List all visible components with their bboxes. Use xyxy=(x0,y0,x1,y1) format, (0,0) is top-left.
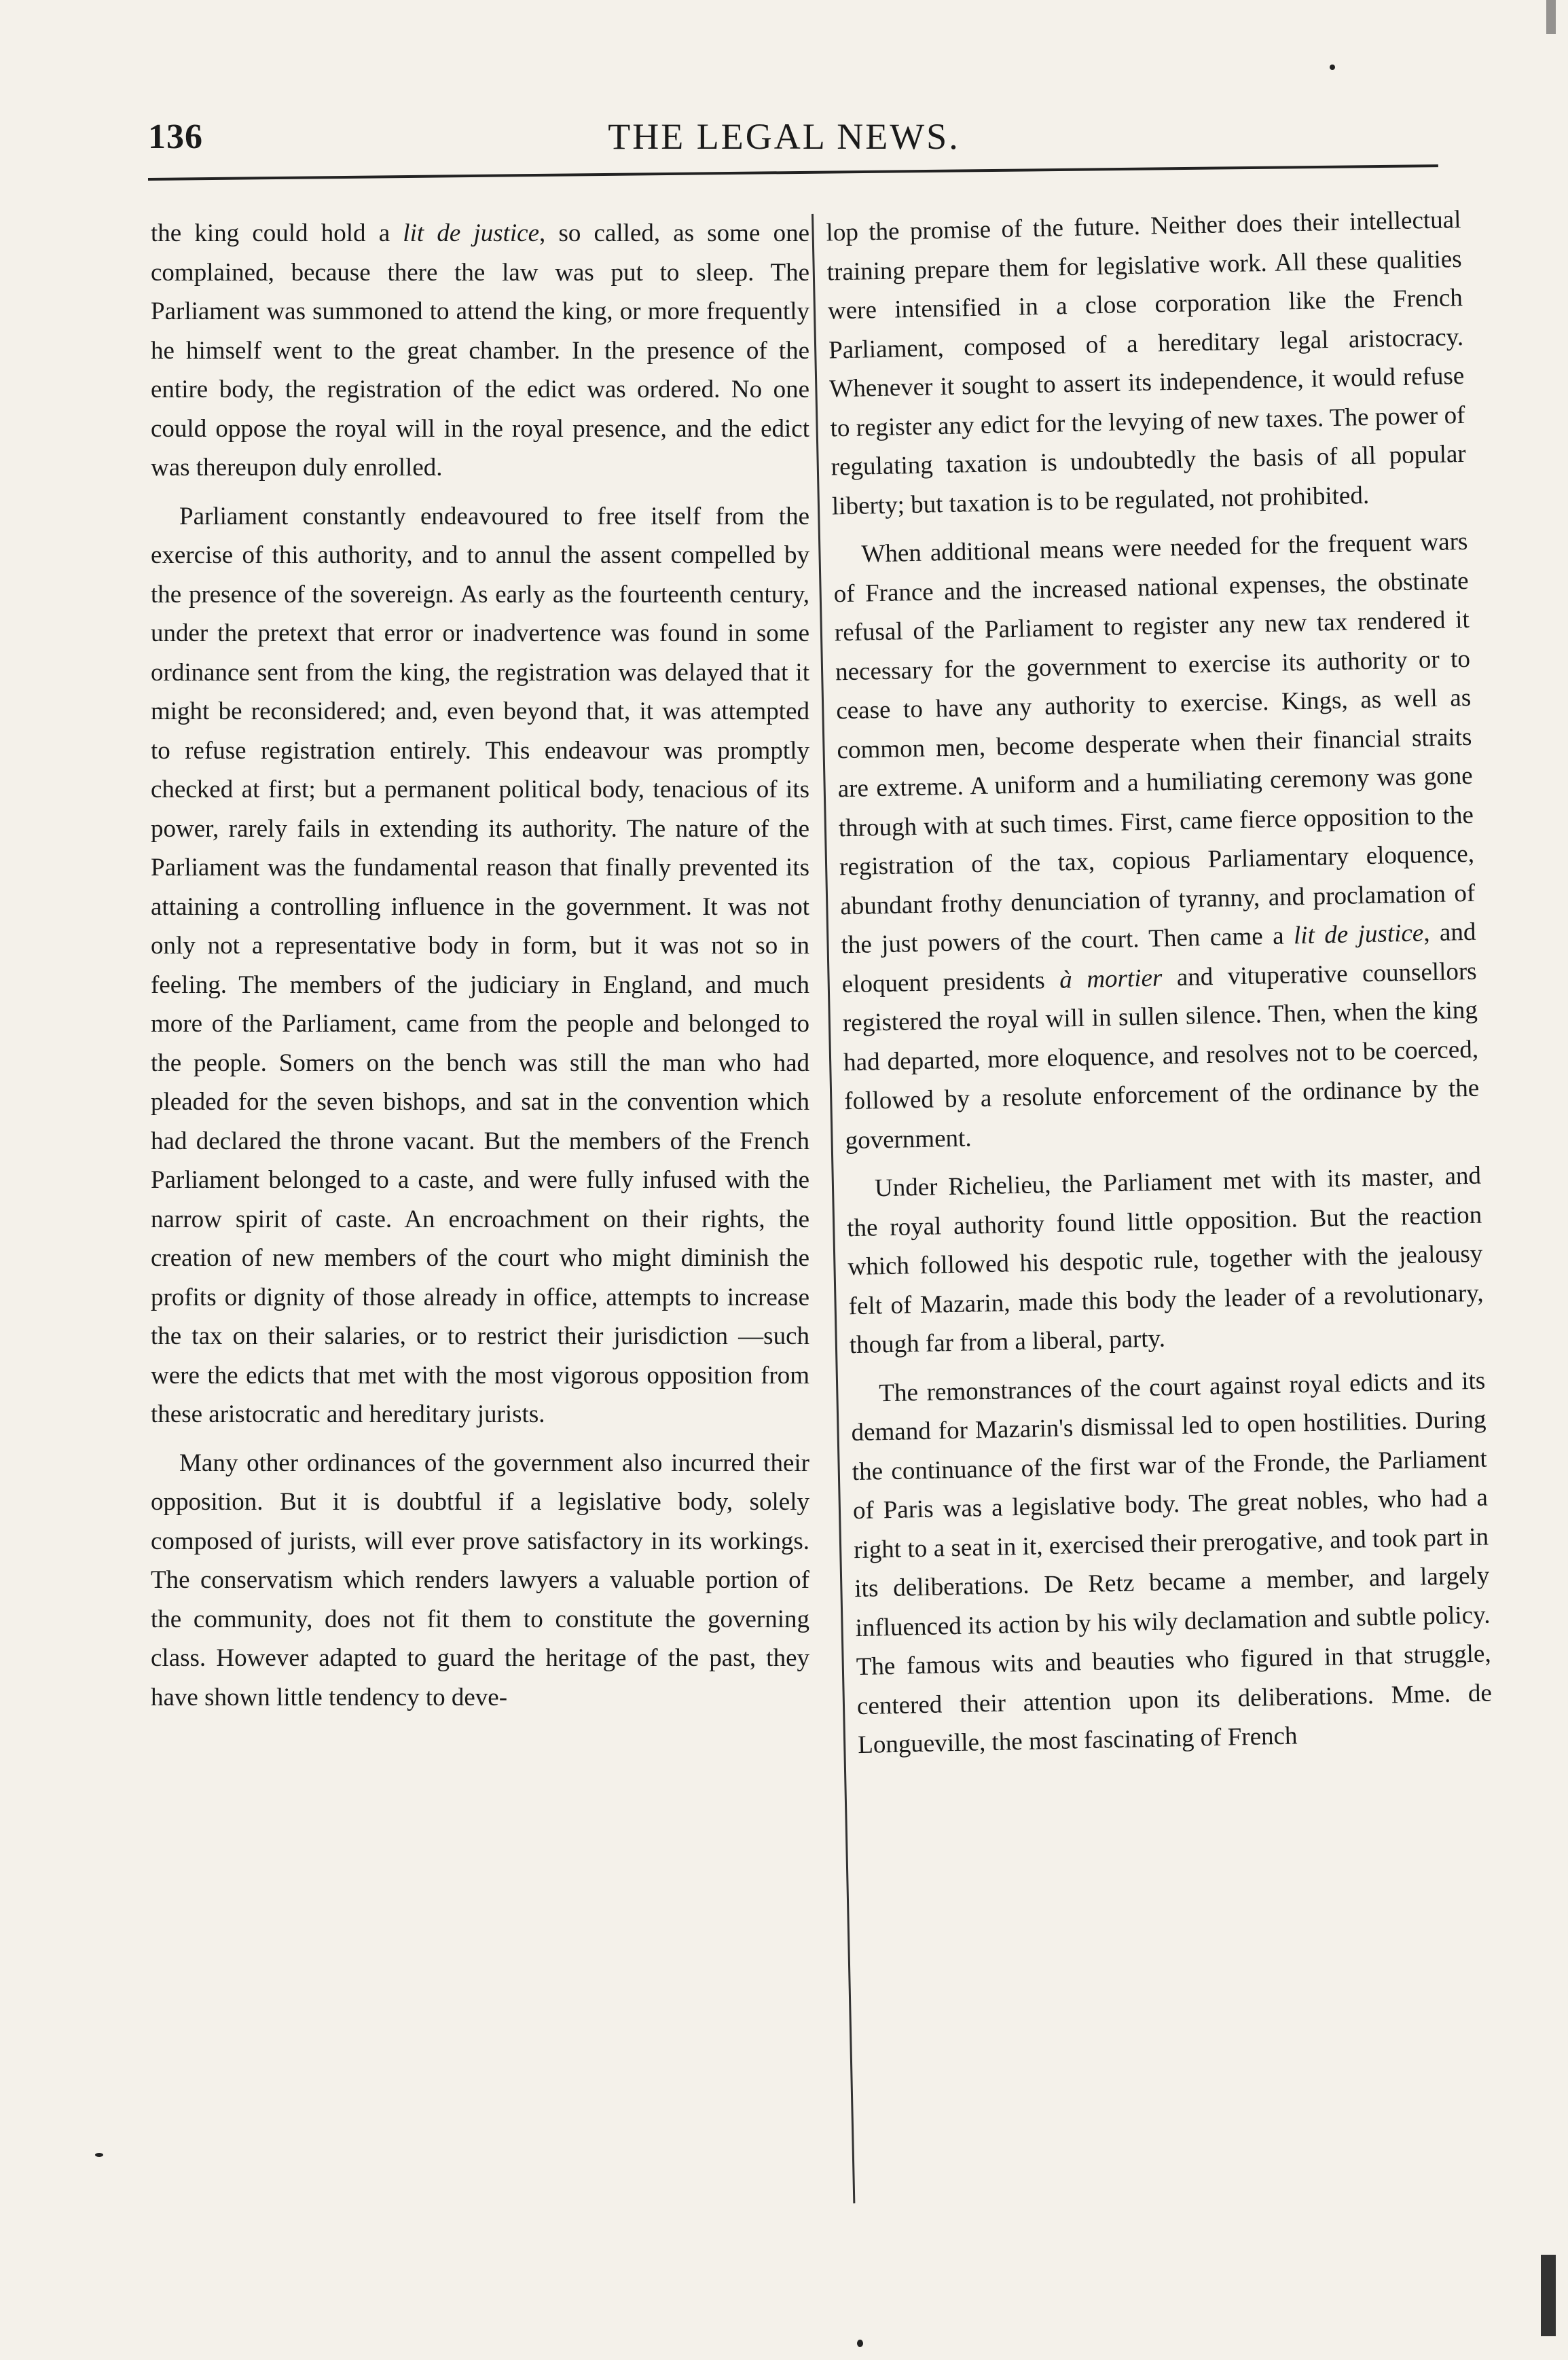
left-paragraph-1: the king could hold a lit de justice, so called, as some one complained, because there the law was put to sleep. The Parliament was summoned to attend the king, or more frequently he himself went to the great chamber. In the presence of the entire body, the registration of the edict was ordered. No one could oppose the royal will in the royal presence, and the edict was thereupon duly enrolled. xyxy=(151,219,809,482)
header-rule xyxy=(148,164,1438,181)
running-head-title: THE LEGAL NEWS. xyxy=(608,116,960,157)
left-column xyxy=(151,214,809,1726)
page-number: 136 xyxy=(148,117,203,156)
right-column xyxy=(812,200,1502,2203)
right-paragraph-4: The remonstrances of the court against royal edicts and its demand for Mazarin's dismissal led to open hostilities. During the continuance of the first war of the Fronde, the Parliament of Paris was a legislative body. The great nobles, who had a right to a seat in it, exercised their prerogative, and took part in its deliberations. De Retz became a member, and largely influenced its action by his wily declamation and subtle policy. The famous wits and beauties who figured in that struggle, centered their attention upon its deliberations. Mme. de Longueville, the most fascinating of French xyxy=(851,1366,1493,1760)
page-edge-mark xyxy=(1546,0,1556,34)
right-paragraph-2: When additional means were needed for the frequent wars of France and the increased national expenses, the obstinate refusal of the Parliament to register any new tax rendered it necessary for the government to exercise its authority or to cease to have any authority to exercise. Kings, as well as common men, become desperate when their financial straits are extreme. A uniform and a humiliating ceremony was gone through with at such times. First, came fierce opposition to the registration of the tax, copious Parliamentary eloquence, abundant frothy denunciation of tyranny, and proclamation of the just powers of the court. Then came a lit de justice, and eloquent presidents à mortier and vituperative counsellors registered the royal will in sullen silence. Then, when the king had departed, more eloquence, and resolves not to be coerced, followed by a resolute enforcement of the ordinance by the government. xyxy=(833,527,1480,1155)
ink-speck xyxy=(95,2153,103,2157)
right-paragraph-3: Under Richelieu, the Parliament met with its master, and the royal authority found little opposition. But the reaction which followed his despotic rule, together with the jealousy felt of Mazarin, made this body the leader of a revolutionary, though far from a liberal, party. xyxy=(846,1161,1484,1360)
left-paragraph-3: Many other ordinances of the government also incurred their opposition. But it is doubtful if a legislative body, solely composed of jurists, will ever prove satisfactory in its workings. The conservatism which renders lawyers a valuable portion of the community, does not fit them to constitute the governing class. However adapted to guard the heritage of the past, they have shown little tendency to deve- xyxy=(151,1449,809,1711)
right-paragraph-1: lop the promise of the future. Neither does their intellectual training prepare them for legislative work. All these qualities were intensified in a close corporation like the French Parliament, composed of a hereditary legal aristocracy. Whenever it sought to assert its independence, it would refuse to register any edict for the levying of new taxes. The power of regulating taxation is undoubtedly the basis of all popular liberty; but taxation is to be regulated, not prohibited. xyxy=(826,205,1467,520)
page-edge-mark xyxy=(1541,2255,1556,2336)
ink-speck xyxy=(857,2340,863,2347)
ink-speck xyxy=(1330,65,1335,70)
left-paragraph-2: Parliament constantly endeavoured to free itself from the exercise of this authority, and to annul the assent compelled by the presence of the sovereign. As early as the fourteenth century, under the pretext that error or inadvertence was found in some ordinance sent from the king, the registration was delayed that it might be reconsidered; and, even beyond that, it was attempted to refuse registration entirely. This endeavour was promptly checked at first; but a permanent political body, tenacious of its power, rarely fails in extending its authority. The nature of the Parliament was the fundamental reason that finally prevented its attaining a controlling influence in the government. It was not only not a representative body in form, but it was not so in feeling. The members of the judiciary in England, and much more of the Parliament, came from the people and belonged to the people. Somers on the bench was still the man who had pleaded for the seven bishops, and sat in the convention which had declared the throne vacant. But the members of the French Parliament belonged to a caste, and were fully infused with the narrow spirit of caste. An encroachment on their rights, the creation of new members of the court who might diminish the profits or dignity of those already in office, attempts to increase the tax on their salaries, or to restrict their jurisdiction —such were the edicts that met with the most vigorous opposition from these aristocratic and hereditary jurists. xyxy=(151,502,809,1428)
